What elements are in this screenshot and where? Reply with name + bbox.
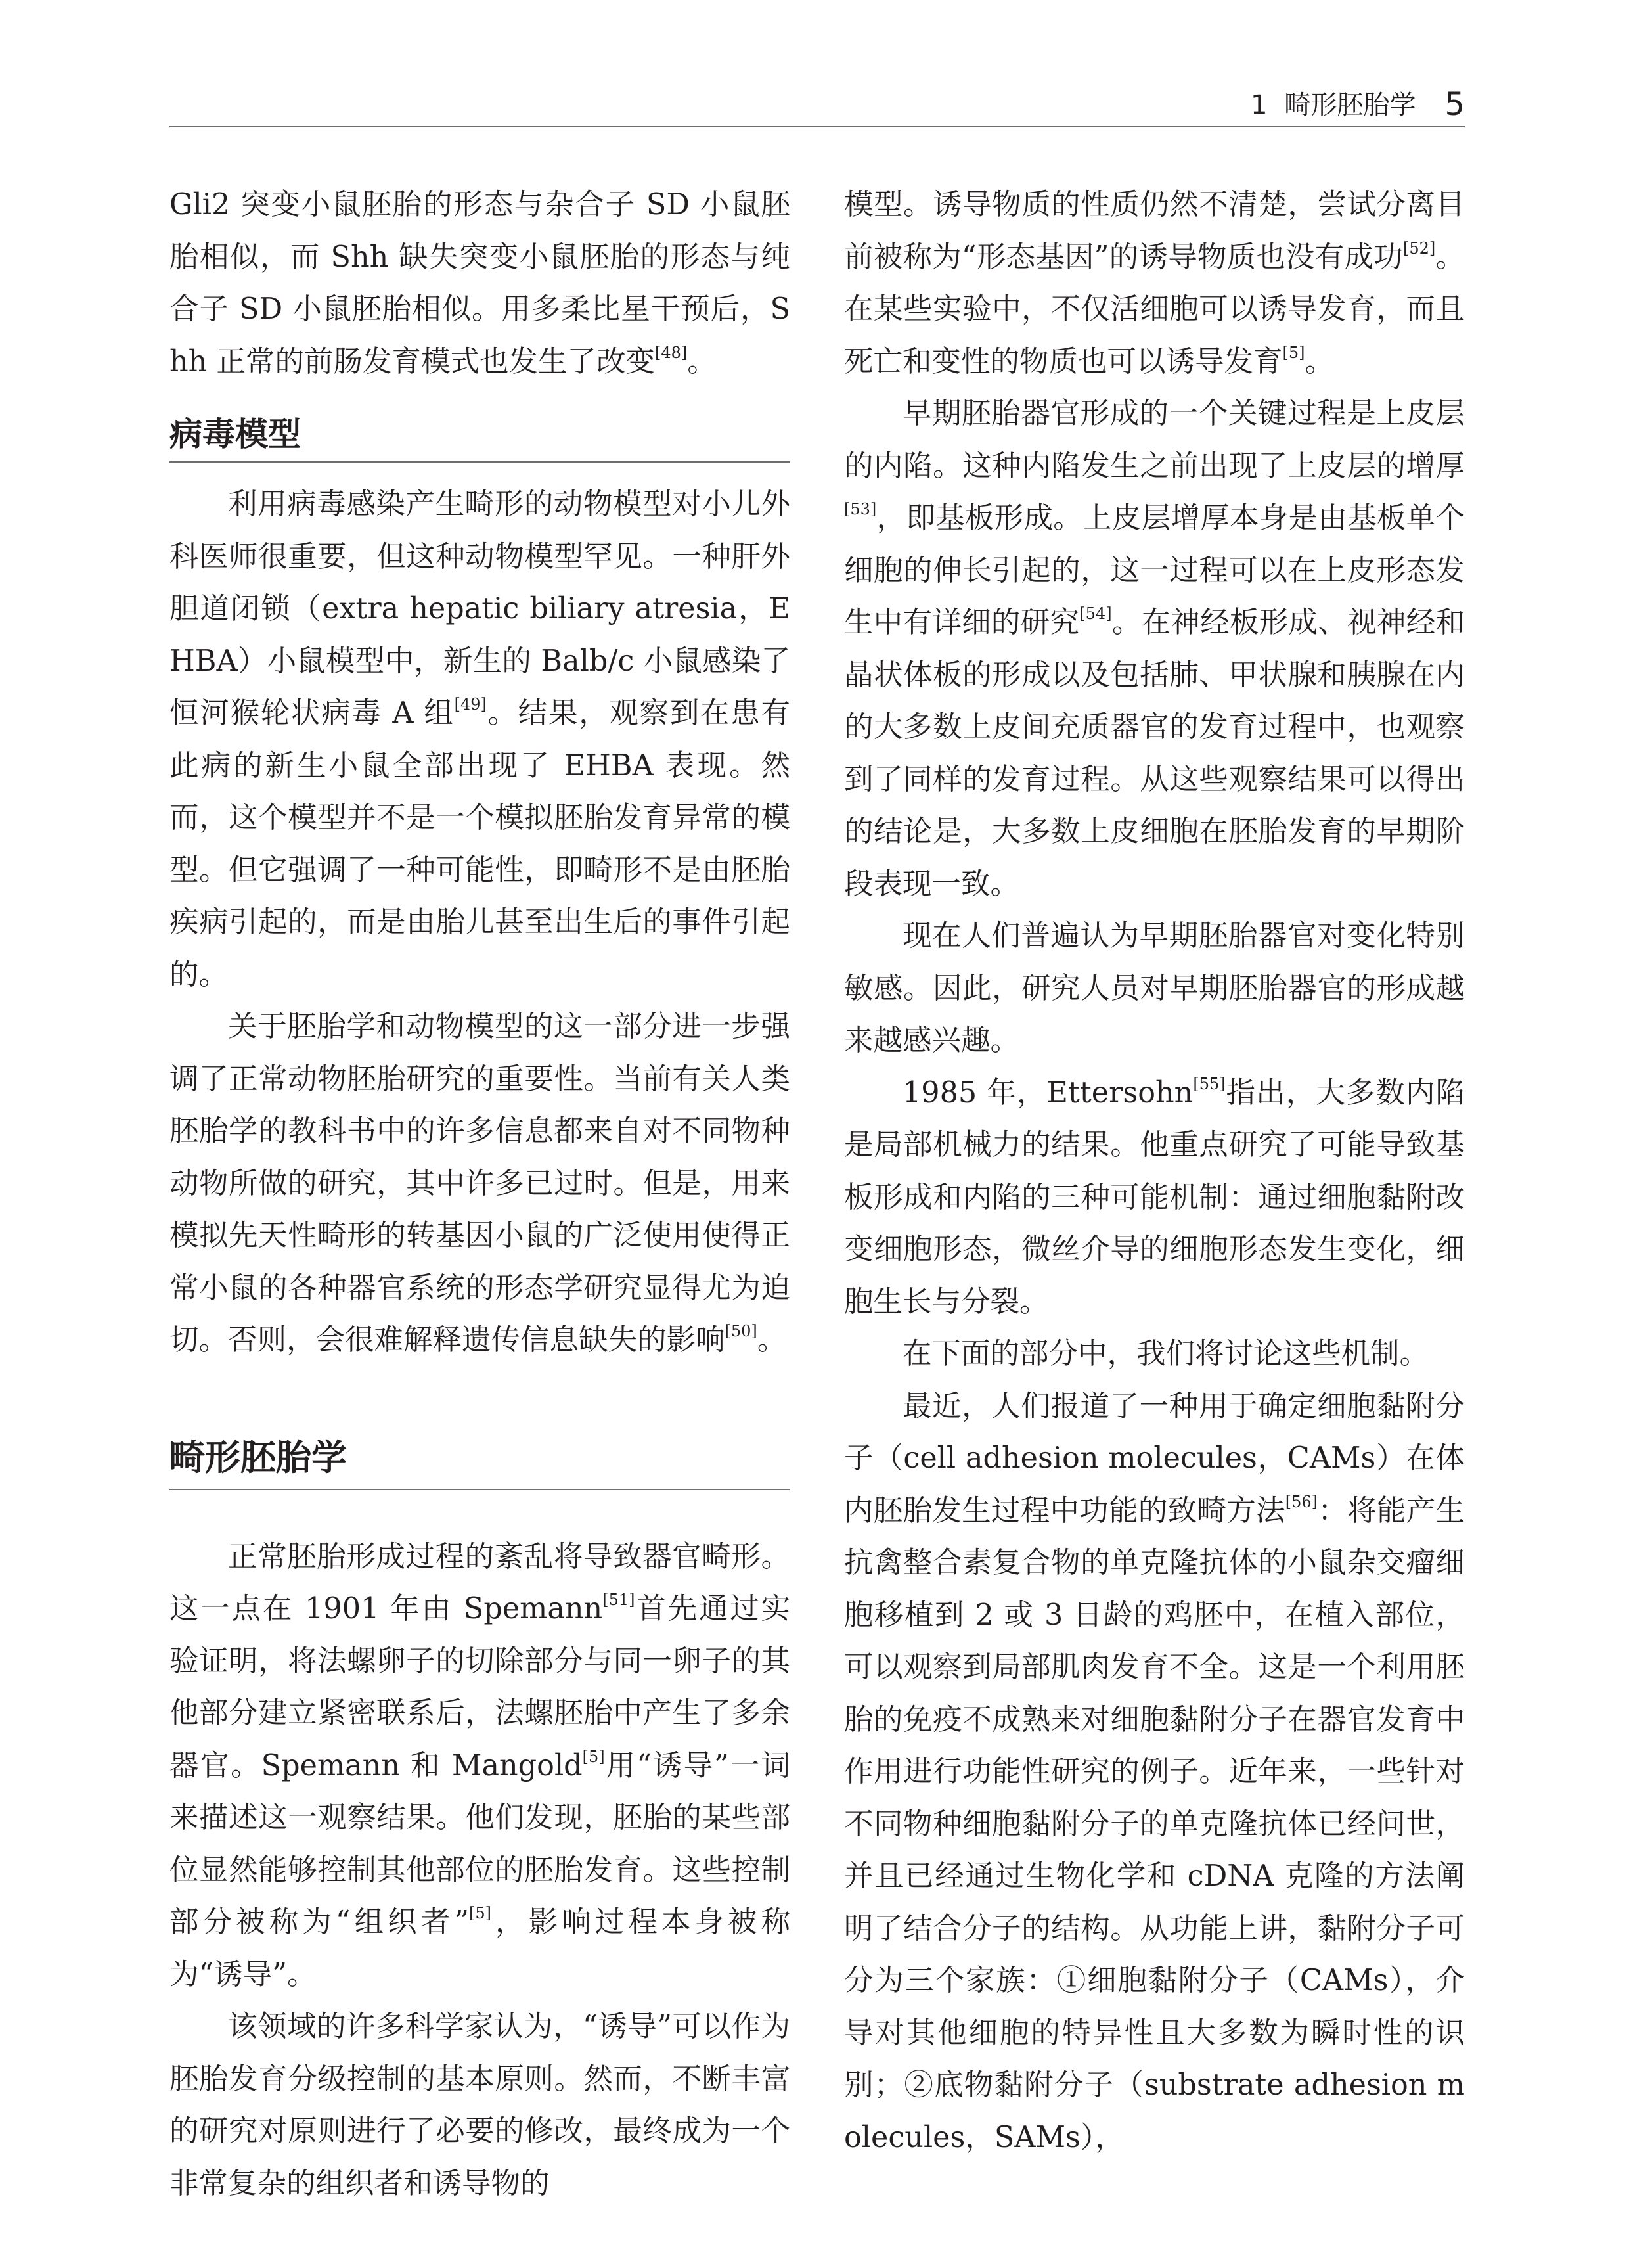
paragraph: 在下面的部分中，我们将讨论这些机制。 xyxy=(903,1337,1429,1371)
paragraph: 模型。诱导物质的性质仍然不清楚，尝试分离目前被称为“形态基因”的诱导物质也没有成功[52]。在某些实验中，不仅活细胞可以诱导发育，而且死亡和变性的物质也可以诱导发育[5]。 xyxy=(844,188,1465,378)
citation: [52] xyxy=(1402,238,1436,258)
paragraph: 1985 年，Ettersohn[55]指出，大多数内陷是局部机械力的结果。他重点研究了可能导致基板形成和内陷的三种可能机制：通过细胞黏附改变细胞形态，微丝介导的细胞形态发生变化，细胞生长与分裂。 xyxy=(844,1074,1465,1319)
paragraph: 该领域的许多科学家认为，“诱导”可以作为胚胎发育分级控制的基本原则。然而，不断丰富的研究对原则进行了必要的修改，最终成为一个非常复杂的组织者和诱导物的 xyxy=(169,2010,790,2200)
citation: [54] xyxy=(1079,604,1112,623)
paragraph: 正常胚胎形成过程的紊乱将导致器官畸形。这一点在 1901 年由 Spemann[51]首先通过实验证明，将法螺卵子的切除部分与同一卵子的其他部分建立紧密联系后，法螺胚胎中产生了多余器官。Spemann 和 Mangold[5]用“诱导”一词来描述这一观察结果。他们发现，胚胎的某些部位显然能够控制其他部位的胚胎发育。这些控制部分被称为“组织者”[5]，影响过程本身被称为“诱导”。 xyxy=(169,1539,790,1991)
paragraph: 最近，人们报道了一种用于确定细胞黏附分子（cell adhesion molecules，CAMs）在体内胚胎发生过程中功能的致畸方法[56]：将能产生抗禽整合素复合物的单克隆抗体的小鼠杂交瘤细胞移植到 2 或 3 日龄的鸡胚中，在植入部位，可以观察到局部肌肉发育不全。这是一个利用胚胎的免疫不成熟来对细胞黏附分子在器官发育中作用进行功能性研究的例子。近年来，一些针对不同物种细胞黏附分子的单克隆抗体已经问世，并且已经通过生物化学和 cDNA 克隆的方法阐明了结合分子的结构。从功能上讲，黏附分子可分为三个家族：①细胞黏附分子（CAMs），介导对其他细胞的特异性且大多数为瞬时性的识别；②底物黏附分子（substrate adhesion molecules，SAMs）， xyxy=(844,1389,1465,2154)
citation: [55] xyxy=(1193,1074,1226,1093)
citation: [5] xyxy=(1282,343,1305,362)
header-rule xyxy=(169,126,1465,127)
paragraph: Gli2 突变小鼠胚胎的形态与杂合子 SD 小鼠胚胎相似，而 Shh 缺失突变小鼠胚胎的形态与纯合子 SD 小鼠胚胎相似。用多柔比星干预后，Shh 正常的前肠发育模式也发生了改变[48]。 xyxy=(169,188,790,378)
left-column xyxy=(169,179,790,2210)
paragraph: 关于胚胎学和动物模型的这一部分进一步强调了正常动物胚胎研究的重要性。当前有关人类胚胎学的教科书中的许多信息都来自对不同物种动物所做的研究，其中许多已过时。但是，用来模拟先天性畸形的转基因小鼠的广泛使用使得正常小鼠的各种器官系统的形态学研究显得尤为迫切。否则，会很难解释遗传信息缺失的影响[50]。 xyxy=(169,1010,790,1357)
page-number: 5 xyxy=(1444,86,1465,123)
citation: [53] xyxy=(844,500,877,518)
chapter-title: 畸形胚胎学 xyxy=(1284,90,1416,120)
running-head xyxy=(1251,84,1465,123)
citation: [51] xyxy=(602,1591,635,1609)
chapter-number: 1 xyxy=(1251,90,1268,120)
paragraph: 早期胚胎器官形成的一个关键过程是上皮层的内陷。这种内陷发生之前出现了上皮层的增厚[53]，即基板形成。上皮层增厚本身是由基板单个细胞的伸长引起的，这一过程可以在上皮形态发生中有详细的研究[54]。在神经板形成、视神经和晶状体板的形成以及包括肺、甲状腺和胰腺在内的大多数上皮间充质器官的发育过程中，也观察到了同样的发育过程。从这些观察结果可以得出的结论是，大多数上皮细胞在胚胎发育的早期阶段表现一致。 xyxy=(844,397,1465,901)
citation: [56] xyxy=(1285,1492,1318,1511)
section-heading-teratology: 畸形胚胎学 xyxy=(169,1436,790,1490)
section-heading-virus-model: 病毒模型 xyxy=(169,414,790,463)
citation: [48] xyxy=(654,343,688,362)
citation: [50] xyxy=(725,1322,757,1340)
paragraph: 现在人们普遍认为早期胚胎器官对变化特别敏感。因此，研究人员对早期胚胎器官的形成越来越感兴趣。 xyxy=(844,919,1465,1057)
right-column xyxy=(844,179,1465,2164)
citation: [5] xyxy=(582,1747,605,1766)
paragraph: 利用病毒感染产生畸形的动物模型对小儿外科医师很重要，但这种动物模型罕见。一种肝外胆道闭锁（extra hepatic biliary atresia，EHBA）小鼠模型中，新生的 Balb/c 小鼠感染了恒河猴轮状病毒 A 组[49]。结果，观察到在患有此病的新生小鼠全部出现了 EHBA 表现。然而，这个模型并不是一个模拟胚胎发育异常的模型。但它强调了一种可能性，即畸形不是由胚胎疾病引起的，而是由胎儿甚至出生后的事件引起的。 xyxy=(169,488,790,991)
citation: [5] xyxy=(469,1904,491,1922)
citation: [49] xyxy=(454,695,487,714)
